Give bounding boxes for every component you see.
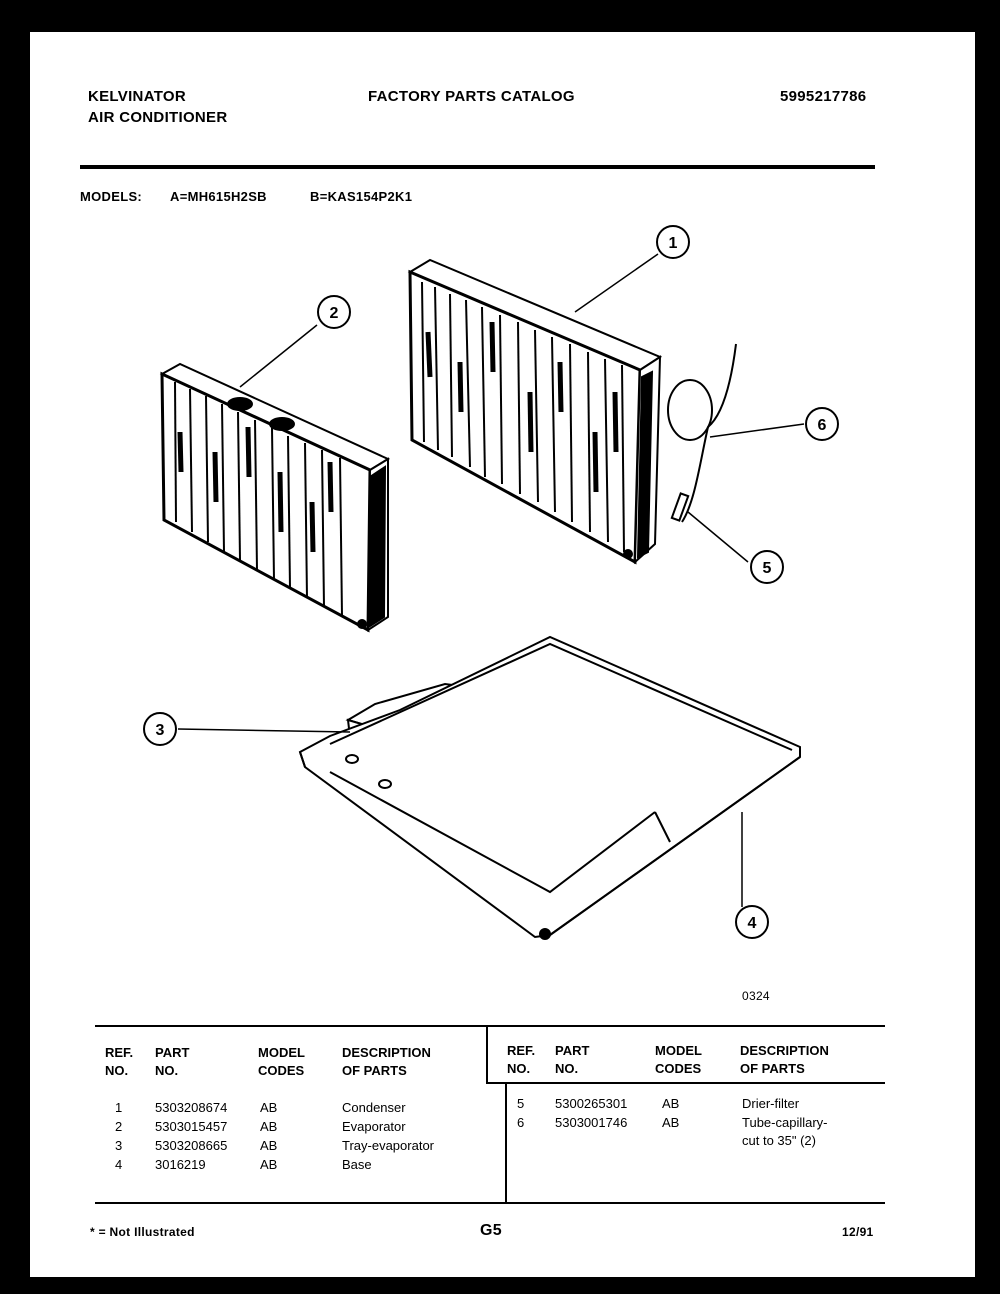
model-b: B=KAS154P2K1 bbox=[310, 189, 413, 204]
description: Tube-capillary- bbox=[742, 1115, 828, 1130]
svg-text:5: 5 bbox=[762, 560, 772, 577]
catalog-number: 5995217786 bbox=[780, 88, 867, 105]
col-model-codes-right: MODEL CODES bbox=[655, 1043, 702, 1076]
ref-no: 5 bbox=[517, 1096, 525, 1111]
table-header-rule-right bbox=[486, 1082, 885, 1084]
part-no: 5303015457 bbox=[155, 1119, 228, 1134]
product-type: AIR CONDITIONER bbox=[88, 109, 228, 126]
description: Base bbox=[342, 1157, 372, 1172]
col-part-no: PART NO. bbox=[155, 1045, 190, 1078]
ref-no: 2 bbox=[115, 1119, 123, 1134]
ref-no: 4 bbox=[115, 1157, 123, 1172]
condenser-illustration bbox=[410, 260, 736, 562]
svg-text:1: 1 bbox=[668, 235, 678, 252]
figure-code: 0324 bbox=[742, 989, 770, 1003]
part-no: 5300265301 bbox=[555, 1096, 628, 1111]
table-top-rule bbox=[95, 1025, 885, 1027]
svg-text:3: 3 bbox=[155, 722, 165, 739]
part-no: 5303001746 bbox=[555, 1115, 628, 1130]
col-part-no-right: PART NO. bbox=[555, 1043, 590, 1076]
brand-name: KELVINATOR bbox=[88, 88, 187, 105]
ref-no: 3 bbox=[115, 1138, 123, 1153]
footnote: * = Not Illustrated bbox=[90, 1225, 195, 1239]
callout-4 bbox=[736, 906, 768, 938]
col-model-codes: MODEL CODES bbox=[258, 1045, 305, 1078]
svg-text:6: 6 bbox=[817, 417, 827, 434]
ref-no: 6 bbox=[517, 1115, 525, 1130]
catalog-page bbox=[30, 32, 975, 1277]
table-divider-lower bbox=[505, 1084, 507, 1202]
col-ref-no-right: REF. NO. bbox=[507, 1043, 536, 1076]
model-codes: AB bbox=[260, 1157, 278, 1172]
col-description: DESCRIPTION OF PARTS bbox=[342, 1045, 431, 1078]
description: Condenser bbox=[342, 1100, 406, 1115]
description-continued: cut to 35" (2) bbox=[742, 1133, 816, 1148]
description: Drier-filter bbox=[742, 1096, 800, 1111]
callout-6 bbox=[806, 408, 838, 440]
model-codes: AB bbox=[260, 1119, 278, 1134]
model-codes: AB bbox=[662, 1096, 680, 1111]
description: Tray-evaporator bbox=[342, 1138, 434, 1153]
models-label: MODELS: bbox=[80, 189, 143, 204]
table-divider-upper bbox=[486, 1027, 488, 1082]
page-number: G5 bbox=[480, 1222, 502, 1239]
model-codes: AB bbox=[260, 1100, 278, 1115]
col-ref-no: REF. NO. bbox=[105, 1045, 134, 1078]
part-no: 5303208674 bbox=[155, 1100, 228, 1115]
callout-5 bbox=[751, 551, 783, 583]
part-no: 5303208665 bbox=[155, 1138, 228, 1153]
callout-1 bbox=[657, 226, 689, 258]
svg-text:4: 4 bbox=[747, 915, 757, 932]
description: Evaporator bbox=[342, 1119, 406, 1134]
model-codes: AB bbox=[260, 1138, 278, 1153]
callout-2 bbox=[318, 296, 350, 328]
col-description-right: DESCRIPTION OF PARTS bbox=[740, 1043, 829, 1076]
svg-text:2: 2 bbox=[329, 305, 339, 322]
part-no: 3016219 bbox=[155, 1157, 206, 1172]
evaporator-illustration bbox=[162, 364, 388, 630]
callout-3 bbox=[144, 713, 176, 745]
ref-no: 1 bbox=[115, 1100, 123, 1115]
base-illustration bbox=[300, 637, 800, 939]
catalog-title: FACTORY PARTS CATALOG bbox=[368, 88, 575, 105]
revision-date: 12/91 bbox=[842, 1225, 874, 1239]
model-a: A=MH615H2SB bbox=[170, 189, 267, 204]
table-bottom-rule bbox=[95, 1202, 885, 1204]
model-codes: AB bbox=[662, 1115, 680, 1130]
exploded-parts-diagram bbox=[30, 32, 975, 1032]
